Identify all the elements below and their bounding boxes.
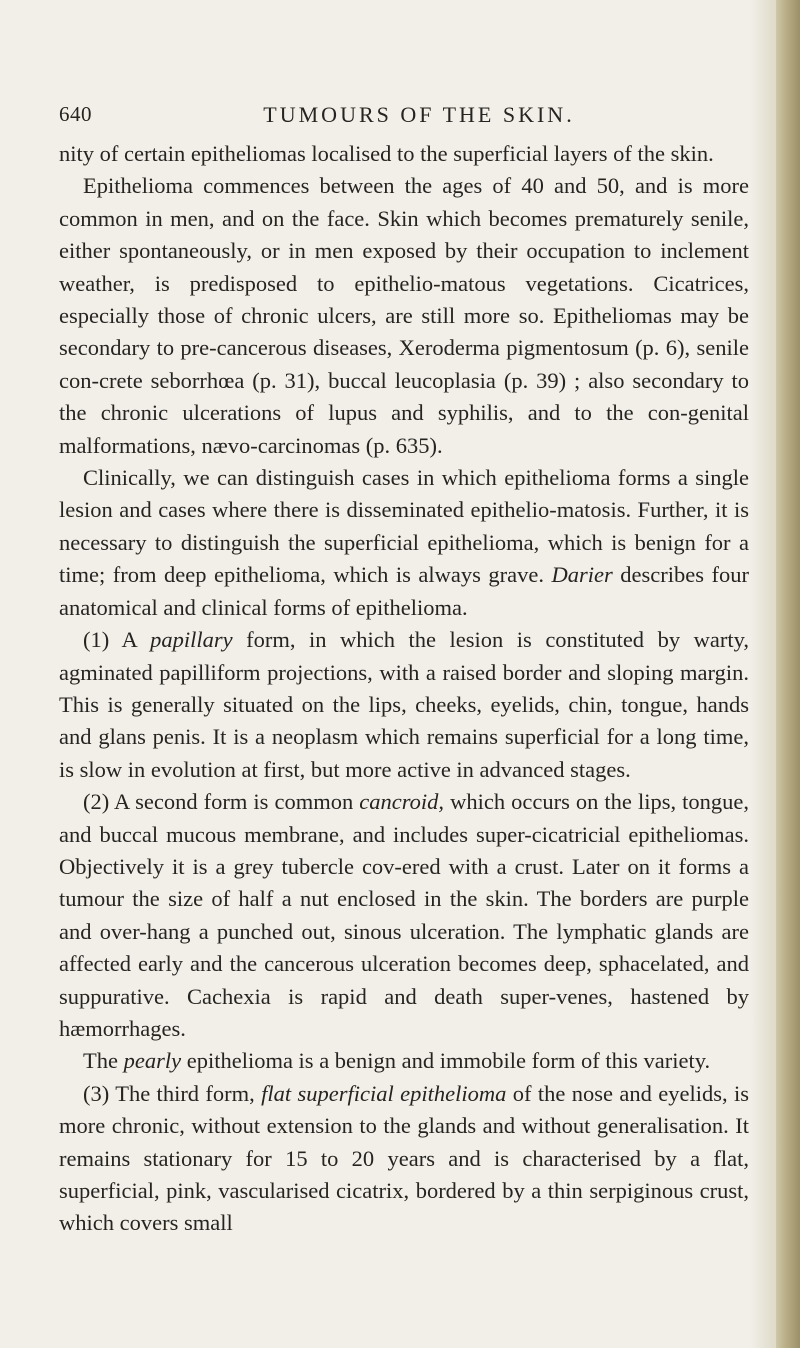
term-pearly: pearly: [123, 1048, 182, 1074]
paragraph-flat-form: (3) The third form, flat superficial epithelioma of the nose and eyelids, is more chronic, without extension to the glands and without generalisation. It remains stationary for 15 to 20 years and is characterised by a flat, superficial, pink, vascularised cicatrix, bordered by a thin serpiginous crust, which covers small: [59, 1080, 749, 1236]
author-name: Darier: [551, 562, 613, 588]
paragraph-continuation: nity of certain epitheliomas localised to the superficial layers of the skin.: [59, 141, 714, 166]
term-cancroid: cancroid,: [359, 789, 445, 815]
term-papillary: papillary: [150, 627, 233, 653]
text-body: [59, 138, 749, 1240]
page-edge: [776, 0, 800, 1348]
paragraph-clinical-forms: Clinically, we can distinguish cases in which epithelioma forms a single lesion and cases where there is disseminated epithelio-matosis. Further, it is necessary to distinguish the superficial epithelioma, which is benign for a time; from deep epithelioma, which is always grave. Darier describes four anatomical and clinical forms of epithelioma.: [59, 465, 750, 620]
paragraph-cancroid-form: (2) A second form is common cancroid, which occurs on the lips, tongue, and buccal mucous membrane, and includes super-cicatricial epitheliomas. Objectively it is a grey tubercle cov-ered with a crust. Later on it forms a tumour the size of half a nut enclosed in the skin. The borders are purple and over-hang a punched out, sinous ulceration. The lymphatic glands are affected early and the cancerous ulceration becomes deep, sphacelated, and suppurative. Cachexia is rapid and death super-venes, hastened by hæmorrhages.: [59, 789, 749, 1041]
paragraph-pearly: The pearly epithelioma is a benign and immobile form of this variety.: [83, 1048, 711, 1074]
running-title: TUMOURS OF THE SKIN.: [263, 102, 575, 127]
term-flat-superficial: flat superficial epithelioma: [261, 1080, 507, 1106]
page-shadow: [750, 0, 776, 1348]
page-number: 640: [59, 102, 92, 126]
paragraph-papillary-form: (1) A papillary form, in which the lesion is constituted by warty, agminated papilliform projections, with a raised border and sloping margin. This is generally situated on the lips, cheeks, eyelids, chin, tongue, hands and glans penis. It is a neoplasm which remains superficial for a long time, is slow in evolution at first, but more active in advanced stages.: [59, 627, 749, 782]
paragraph-onset: Epithelioma commences between the ages of 40 and 50, and is more common in men, and on the face. Skin which becomes prematurely senile, either spontaneously, or in men exposed by their occupation to inclement weather, is predisposed to epithelio-matous vegetations. Cicatrices, especially those of chronic ulcers, are still more so. Epitheliomas may be secondary to pre-cancerous diseases, Xeroderma pigmentosum (p. 6), senile con-crete seborrhœa (p. 31), buccal leucoplasia (p. 39) ; also secondary to the chronic ulcerations of lupus and syphilis, and to the con-genital malformations, nævo-carcinomas (p. 635).: [59, 173, 749, 458]
page-header: [59, 102, 749, 142]
